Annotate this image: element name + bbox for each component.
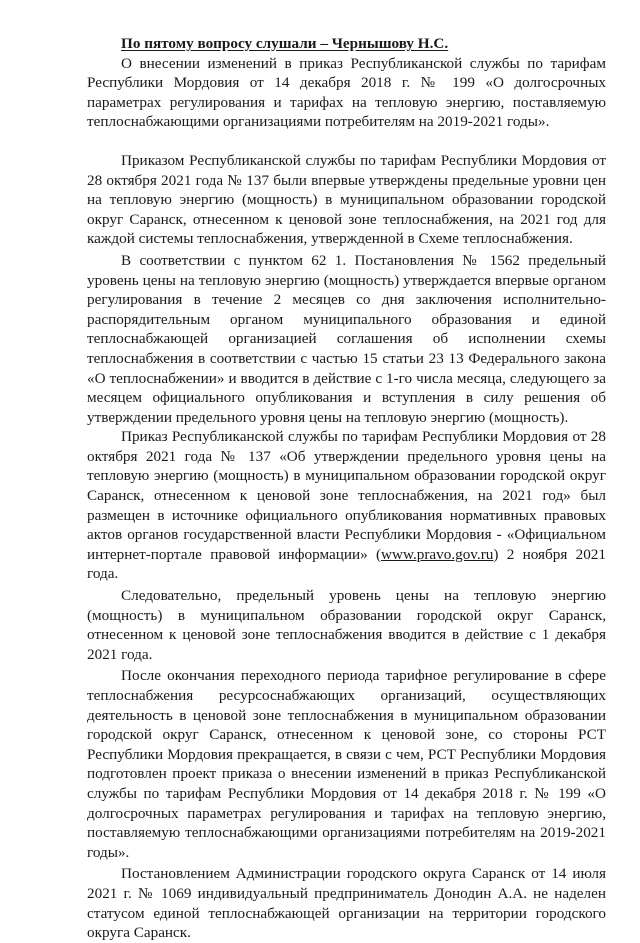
paragraph-order-137: Приказом Республиканской службы по тарифам Республики Мордовия от 28 октября 2021 года № 137 были впервые утверждены предельные уровни цен на тепловую энергию (мощность) в муниципальном образовании городской округ Саранск, отнесенном к ценовой зоне теплоснабжения, на 2021 год для каждой системы теплоснабжения, утвержденной в Схеме теплоснабжения.	[87, 151, 606, 248]
paragraph-agenda: О внесении изменений в приказ Республиканской службы по тарифам Республики Мордовия от 14 декабря 2018 г. № 199 «О долгосрочных параметрах регулирования и тарифах на тепловую энергию, поставляемую теплоснабжающими организациями потребителям на 2019-2021 годы».	[87, 54, 606, 131]
pravo-link[interactable]: www.pravo.gov.ru	[381, 545, 494, 563]
section-heading: По пятому вопросу слушали – Чернышову Н.С.	[121, 35, 449, 52]
paragraph-administration: Постановлением Администрации городского округа Саранск от 14 июля 2021 г. № 1069 индивидуальный предприниматель Донодин А.А. не наделен статусом единой теплоснабжающей организации на территории городского округа Саранск.	[87, 865, 606, 942]
paragraph-publication	[87, 427, 606, 584]
paragraph-conclusion: Следовательно, предельный уровень цены на тепловую энергию (мощность) в муниципальном образовании городской округ Саранск, отнесенном к ценовой зоне теплоснабжения вводится в действие с 1 декабря 2021 года.	[87, 587, 606, 663]
publication-date-text: ) 2 ноября 2021 года.	[87, 545, 606, 583]
paragraph-resolution-1562: В соответствии с пунктом 62 1. Постановления № 1562 предельный уровень цены на тепловую энергию (мощность) утверждается впервые органом регулирования в течение 2 месяцев со дня заключения исполнительно-распорядительным органом муниципального образования и единой теплоснабжающей организацией соглашения об исполнении схемы теплоснабжения в соответствии с частью 15 статьи 23 13 Федерального закона «О теплоснабжении» и вводится в действие с 1-го числа месяца, следующего за месяцем официального опубликования и вступления в силу решения об утверждении предельного уровня цены на тепловую энергию (мощность).	[87, 251, 606, 426]
publication-text: Приказ Республиканской службы по тарифам Республики Мордовия от 28 октября 2021 года № 137 «Об утверждении предельного уровня цены на тепловую энергию (мощность) в муниципальном образовании городской округ Саранск, отнесенном к ценовой зоне теплоснабжения, на 2021 год» был размещен в источнике официального опубликования нормативных правовых актов органов государственной власти Республики Мордовия - «Официальном интернет-портале правовой информации» (	[87, 428, 606, 563]
paragraph-transition: После окончания переходного периода тарифное регулирование в сфере теплоснабжения ресурсоснабжающих организаций, осуществляющих деятельность в ценовой зоне теплоснабжения в муниципальном образовании городской округ Саранск, отнесенном к ценовой зоне, со стороны РСТ Республики Мордовия прекращается, в связи с чем, РСТ Республики Мордовия подготовлен проект приказа о внесении изменений в приказ Республиканской службы по тарифам Республики Мордовия от 14 декабря 2018 г. № 199 «О долгосрочных параметрах регулирования и тарифах на тепловую энергию, поставляемую теплоснабжающими организациями потребителям на 2019-2021 годы».	[87, 667, 606, 861]
